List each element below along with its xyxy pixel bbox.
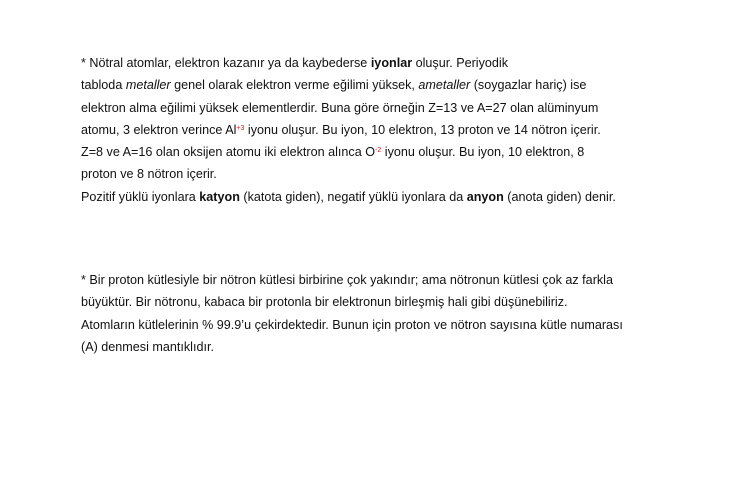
charge-superscript-al: +3 bbox=[236, 124, 245, 132]
text-run: tabloda bbox=[81, 78, 126, 93]
text-run: * Nötral atomlar, elektron kazanır ya da kaybederse bbox=[81, 56, 371, 70]
term-metaller: metaller bbox=[125, 78, 171, 93]
text-run: (katota giden), negatif yüklü iyonlara da bbox=[239, 189, 467, 204]
text-line: elektron alma eğilimi yüksek elementlerdir. Buna göre örneğin Z=13 ve A=27 olan alüminyum bbox=[81, 100, 599, 115]
text-run: genel olarak elektron verme eğilimi yüksek, bbox=[170, 78, 419, 93]
text-run: iyonu oluşur. Bu iyon, 10 elektron, 8 bbox=[381, 145, 585, 160]
text-run: (soygazlar hariç) ise bbox=[470, 78, 587, 93]
text-run: atomu, 3 elektron verince Al bbox=[81, 122, 237, 137]
term-anyon: anyon bbox=[466, 189, 504, 204]
paragraph-proton-neutron bbox=[81, 269, 721, 358]
text-line bbox=[81, 141, 721, 163]
term-iyonlar: iyonlar bbox=[370, 56, 413, 70]
charge-superscript-o: -2 bbox=[375, 147, 382, 155]
text-line: (A) denmesi mantıklıdır. bbox=[81, 339, 214, 354]
term-ametaller: ametaller bbox=[418, 78, 471, 93]
text-line: büyüktür. Bir nötronu, kabaca bir protonla bir elektronun birleşmiş hali gibi düşünebiliriz. bbox=[81, 295, 568, 310]
text-line bbox=[81, 74, 721, 96]
text-run: Pozitif yüklü iyonlara bbox=[81, 189, 200, 204]
text-run: (anota giden) denir. bbox=[503, 189, 616, 204]
term-katyon: katyon bbox=[199, 189, 240, 204]
text-line bbox=[81, 186, 721, 208]
text-line bbox=[81, 119, 721, 141]
text-line bbox=[81, 52, 721, 74]
paragraph-ions bbox=[81, 52, 721, 208]
text-line: proton ve 8 nötron içerir. bbox=[81, 167, 217, 182]
text-line: * Bir proton kütlesiyle bir nötron kütlesi birbirine çok yakındır; ama nötronun kütlesi çok az farkla bbox=[81, 273, 613, 287]
text-line: Atomların kütlelerinin % 99.9’u çekirdektedir. Bunun için proton ve nötron sayısına kütle numarası bbox=[81, 317, 623, 332]
text-run: oluşur. Periyodik bbox=[412, 56, 509, 70]
text-run: iyonu oluşur. Bu iyon, 10 elektron, 13 proton ve 14 nötron içerir. bbox=[244, 122, 601, 137]
text-run: Z=8 ve A=16 olan oksijen atomu iki elektron alınca O bbox=[81, 145, 376, 160]
